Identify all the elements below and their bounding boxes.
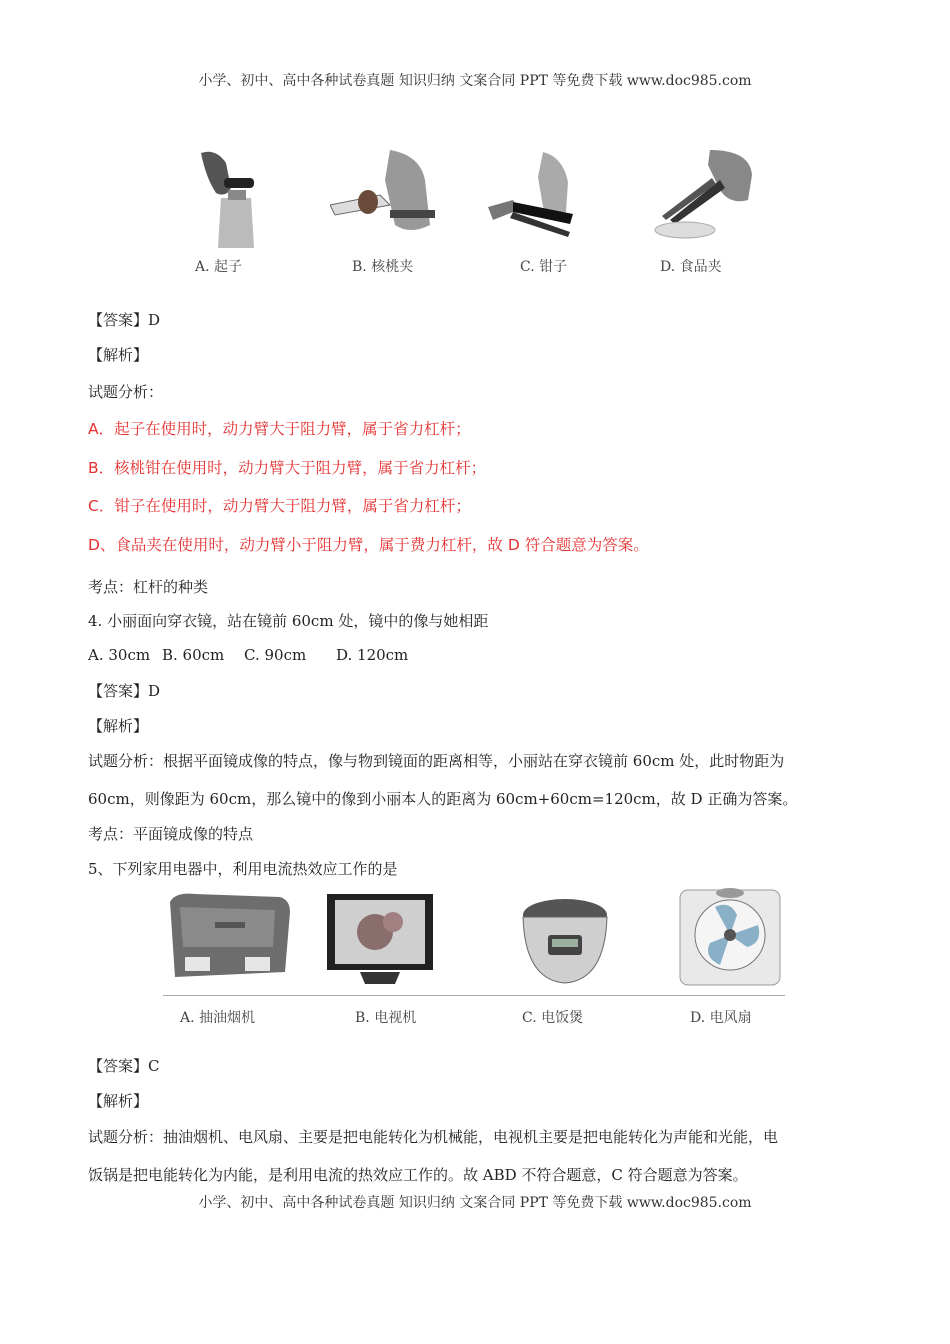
q3-kaodian: 考点：杠杆的种类 [88, 578, 209, 596]
q3-point-a: A．起子在使用时，动力臂大于阻力臂，属于省力杠杆； [88, 420, 471, 438]
q3-point-d: D、食品夹在使用时，动力臂小于阻力臂，属于费力杠杆，故 D 符合题意为答案。 [88, 536, 649, 554]
caption-appliance-a: A. 抽油烟机 [180, 1010, 256, 1026]
q4-option-b: B. 60cm [162, 646, 225, 664]
pliers-image [488, 152, 573, 237]
q3-point-c: C．钳子在使用时，动力臂大于阻力臂，属于省力杠杆； [88, 497, 471, 515]
q5-question: 5、下列家用电器中，利用电流热效应工作的是 [88, 860, 398, 878]
q4-option-a: A. 30cm [88, 646, 151, 664]
caption-appliance-d: D. 电风扇 [690, 1010, 752, 1026]
caption-d: D. 食品夹 [660, 259, 722, 275]
page-header: 小学、初中、高中各种试卷真题 知识归纳 文案合同 PPT 等免费下载 www.doc985.com [198, 73, 752, 89]
q3-answer: 【答案】D [88, 311, 161, 329]
food-tongs-image [650, 150, 755, 245]
page-footer: 小学、初中、高中各种试卷真题 知识归纳 文案合同 PPT 等免费下载 www.doc985.com [198, 1195, 752, 1211]
rice-cooker-image [520, 895, 610, 985]
q4-question: 4. 小丽面向穿衣镜，站在镜前 60cm 处，镜中的像与她相距 [88, 612, 489, 630]
q4-analysis-line2: 60cm，则像距为 60cm，那么镜中的像到小丽本人的距离为 60cm+60cm=120cm，故 D 正确为答案。 [88, 790, 798, 808]
q5-analysis-label: 【解析】 [88, 1092, 149, 1110]
q4-analysis-label: 【解析】 [88, 717, 149, 735]
q4-option-d: D. 120cm [336, 646, 409, 664]
caption-a: A. 起子 [195, 259, 243, 275]
range-hood-image [165, 892, 295, 987]
nutcracker-image [330, 150, 440, 240]
bottle-opener-image [196, 148, 276, 248]
caption-appliance-c: C. 电饭煲 [522, 1010, 584, 1026]
q3-point-b: B．核桃钳在使用时，动力臂大于阻力臂，属于省力杠杆； [88, 459, 487, 477]
q3-analysis-intro: 试题分析： [88, 383, 164, 401]
q4-option-c: C. 90cm [244, 646, 307, 664]
q5-analysis-line2: 饭锅是把电能转化为内能，是利用电流的热效应工作的。故 ABD 不符合题意，C 符合题意为答案。 [88, 1166, 748, 1184]
electric-fan-image [675, 885, 785, 990]
q5-analysis-line1: 试题分析：抽油烟机、电风扇、主要是把电能转化为机械能，电视机主要是把电能转化为声能和光能，电 [88, 1128, 779, 1146]
q5-answer: 【答案】C [88, 1057, 160, 1075]
q4-answer: 【答案】D [88, 682, 161, 700]
caption-appliance-b: B. 电视机 [355, 1010, 417, 1026]
q4-analysis-line1: 试题分析：根据平面镜成像的特点，像与物到镜面的距离相等，小丽站在穿衣镜前 60cm 处，此时物距为 [88, 752, 785, 770]
caption-b: B. 核桃夹 [352, 259, 414, 275]
q3-analysis-label: 【解析】 [88, 346, 149, 364]
caption-c: C. 钳子 [520, 259, 568, 275]
tv-image [325, 892, 435, 987]
q4-kaodian: 考点：平面镜成像的特点 [88, 825, 254, 843]
image-divider [163, 995, 785, 996]
